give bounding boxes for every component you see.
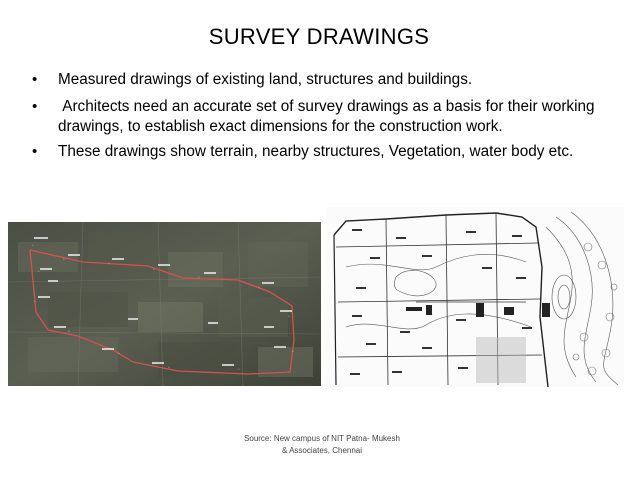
bullet-dot: • (32, 143, 38, 160)
svg-text:•: • (288, 314, 290, 318)
svg-text:•: • (34, 299, 36, 303)
aerial-satellite-image (8, 222, 321, 386)
bullet-list (28, 70, 598, 169)
svg-text:•: • (38, 269, 40, 273)
svg-text:•: • (153, 267, 155, 271)
survey-plan-graphic (326, 207, 624, 387)
bullet-text: Architects need an accurate set of survey drawings as a basis for their working drawings, to establish exact dimensions for the construction work. (58, 98, 599, 135)
bullet-item (28, 97, 598, 137)
svg-text:•: • (118, 351, 120, 355)
bullet-text: These drawings show terrain, nearby structures, Vegetation, water body etc. (58, 143, 574, 160)
source-caption (222, 433, 422, 457)
bullet-dot: • (32, 98, 38, 115)
bullet-dot: • (32, 71, 38, 88)
bullet-item (28, 70, 598, 90)
svg-text:•: • (32, 243, 34, 247)
slide-title: SURVEY DRAWINGS (208, 24, 430, 49)
svg-text:•: • (68, 329, 70, 333)
svg-text:•: • (238, 367, 240, 371)
svg-text:•: • (108, 261, 110, 265)
aerial-photo-graphic (8, 222, 321, 386)
svg-text:•: • (198, 275, 200, 279)
survey-plan-image (326, 207, 624, 387)
bullet-text: Measured drawings of existing land, structures and buildings. (58, 71, 473, 88)
svg-text:•: • (292, 349, 294, 353)
source-line-1: Source: New campus of NIT Patna- Mukesh (244, 434, 400, 443)
svg-text:•: • (258, 285, 260, 289)
source-line-2: & Associates, Chennai (281, 446, 363, 455)
svg-text:•: • (63, 257, 65, 261)
svg-text:•: • (168, 365, 170, 369)
bullet-item (28, 142, 598, 162)
